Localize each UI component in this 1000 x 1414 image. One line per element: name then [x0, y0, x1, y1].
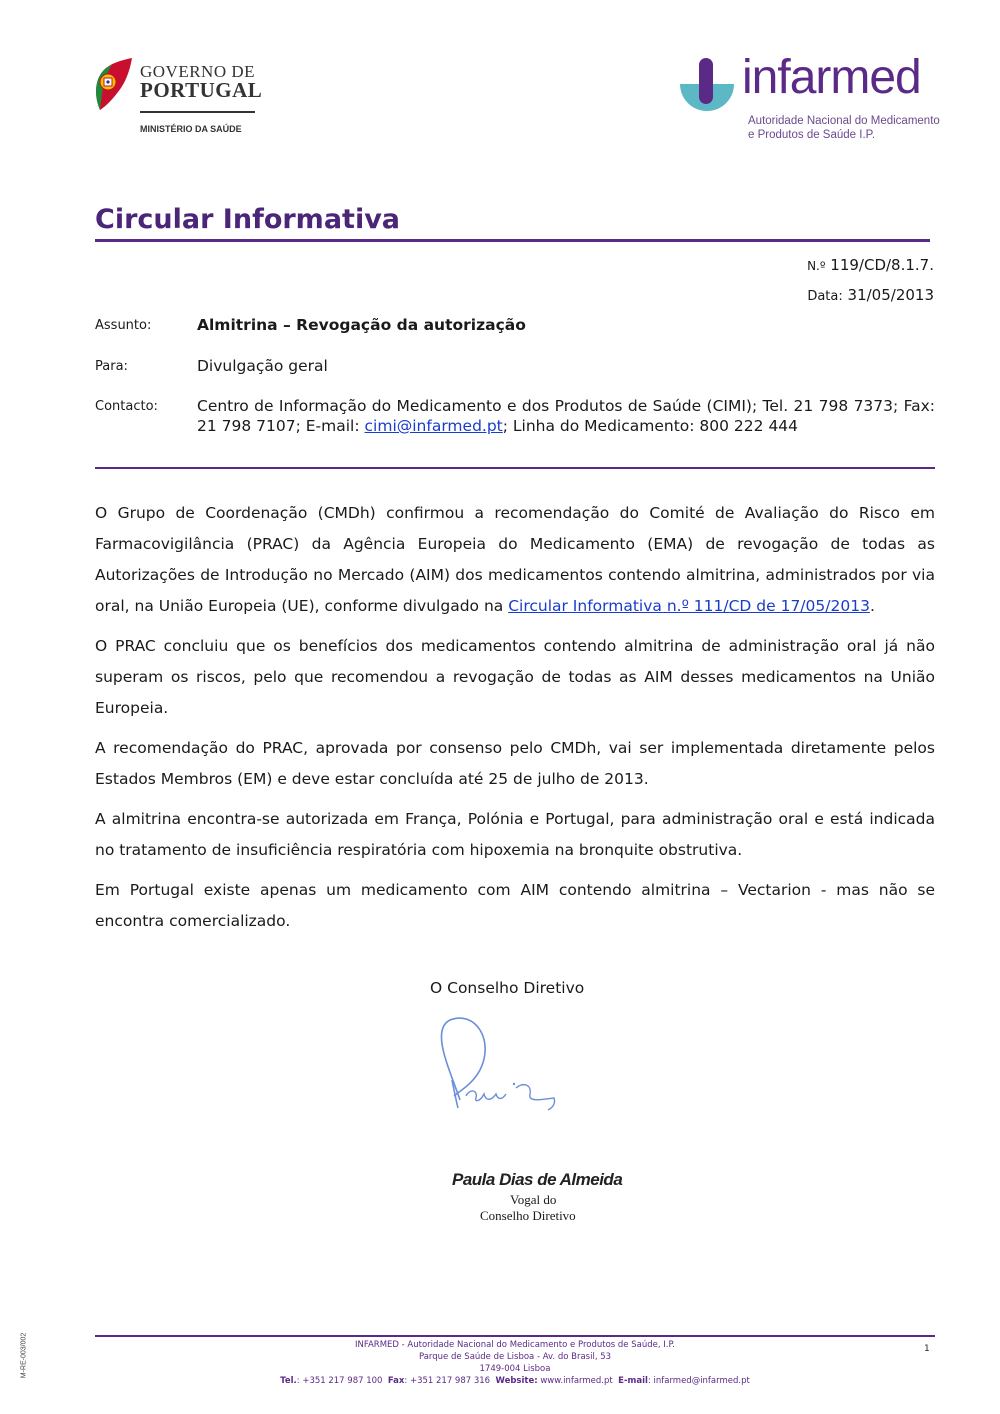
to-value: Divulgação geral	[197, 357, 328, 375]
page-number: 1	[924, 1344, 930, 1354]
governo-de-portugal-logo	[92, 56, 262, 140]
contact-value	[197, 396, 935, 436]
header-divider	[95, 467, 935, 469]
document-title: Circular Informativa	[95, 204, 401, 235]
circular-reference-link[interactable]: Circular Informativa n.º 111/CD de 17/05/2013	[508, 597, 870, 615]
to-label: Para:	[95, 359, 128, 374]
footer-tel-value: : +351 217 987 100	[296, 1376, 383, 1386]
handwritten-signature	[420, 1010, 570, 1120]
p1-text: O Grupo de Coordenação (CMDh) confirmou a recomendação do Comité de Avaliação do Risco em Farmacovigilância (PRAC) da Agência Europeia do Medicamento (EMA) de revogação de todas as Autorizações de Introdução no Mercado (AIM) dos medicamentos contendo almitrina, administrados por via oral, na União Europeia (UE), conforme divulgado na	[95, 504, 935, 615]
p1-end: .	[869, 597, 875, 615]
signer-role-line2: Conselho Diretivo	[480, 1208, 576, 1223]
footer-line2: Parque de Saúde de Lisboa - Av. do Brasil, 53	[418, 1352, 612, 1362]
form-code: M-RE-003/002	[20, 1332, 28, 1379]
date-value: 31/05/2013	[847, 286, 934, 304]
footer-line1: INFARMED - Autoridade Nacional do Medicamento e Produtos de Saúde, I.P.	[355, 1340, 675, 1350]
council-label: O Conselho Diretivo	[430, 979, 585, 997]
footer-divider	[95, 1335, 935, 1337]
document-body	[95, 498, 935, 946]
gov-logo-ministry: MINISTÉRIO DA SAÚDE	[140, 124, 242, 134]
paragraph-3: A recomendação do PRAC, aprovada por consenso pelo CMDh, vai ser implementada diretamente pelos Estados Membros (EM) e deve estar concluída até 25 de julho de 2013.	[95, 739, 935, 788]
paragraph-5: Em Portugal existe apenas um medicamento com AIM contendo almitrina – Vectarion - mas não se encontra comercializado.	[95, 881, 935, 930]
footer	[95, 1339, 935, 1387]
subject-label: Assunto:	[95, 318, 152, 333]
footer-line3: 1749-004 Lisboa	[479, 1364, 551, 1374]
contact-email-link[interactable]: cimi@infarmed.pt	[364, 417, 503, 435]
footer-email-value[interactable]: : infarmed@infarmed.pt	[647, 1376, 750, 1386]
infarmed-subtitle-line1: Autoridade Nacional do Medicamento	[748, 115, 940, 127]
infarmed-logo-subtitle	[748, 114, 940, 142]
signer-name: Paula Dias de Almeida	[452, 1170, 623, 1189]
contact-text-before: Centro de Informação do Medicamento e dos Produtos de Saúde (CIMI); Tel. 21 798 7373; Fax: 21 798 7107; E-mail:	[197, 397, 935, 435]
paragraph-1	[95, 498, 935, 622]
date-label: Data:	[807, 289, 843, 304]
paragraph-4: A almitrina encontra-se autorizada em França, Polónia e Portugal, para administração oral e está indicada no tratamento de insuficiência respiratória com hipoxemia na bronquite obstrutiva.	[95, 810, 935, 859]
gov-logo-line2: PORTUGAL	[140, 78, 263, 102]
gov-logo-line1: GOVERNO DE	[140, 62, 256, 81]
infarmed-symbol-icon	[676, 56, 738, 126]
footer-website-value[interactable]: www.infarmed.pt	[537, 1376, 613, 1386]
infarmed-logo	[676, 51, 946, 146]
footer-fax-label: Fax	[387, 1376, 405, 1386]
footer-contacts	[95, 1375, 935, 1387]
title-divider	[95, 239, 930, 242]
signer-role-line1: Vogal do	[510, 1192, 557, 1207]
document-date	[807, 286, 934, 304]
contact-text-after: ; Linha do Medicamento: 800 222 444	[502, 417, 799, 435]
infarmed-logo-name: infarmed	[742, 51, 921, 104]
contact-label: Contacto:	[95, 399, 158, 414]
gov-logo-divider	[140, 111, 255, 113]
footer-email-label: E-mail	[618, 1376, 648, 1386]
paragraph-2: O PRAC concluiu que os benefícios dos medicamentos contendo almitrina de administração oral já não superam os riscos, pelo que recomendou a revogação de todas as AIM desses medicamentos na União Europeia.	[95, 637, 935, 717]
footer-fax-value: : +351 217 987 316	[404, 1376, 491, 1386]
reference-value: 119/CD/8.1.7.	[830, 256, 934, 274]
infarmed-subtitle-line2: e Produtos de Saúde I.P.	[748, 129, 876, 141]
footer-website-label: Website:	[495, 1376, 538, 1386]
reference-number	[807, 256, 934, 274]
portugal-coat-of-arms-icon	[92, 56, 136, 112]
subject-value: Almitrina – Revogação da autorização	[197, 316, 526, 334]
footer-tel-label: Tel.	[280, 1376, 297, 1386]
reference-prefix: N.º	[807, 259, 826, 273]
